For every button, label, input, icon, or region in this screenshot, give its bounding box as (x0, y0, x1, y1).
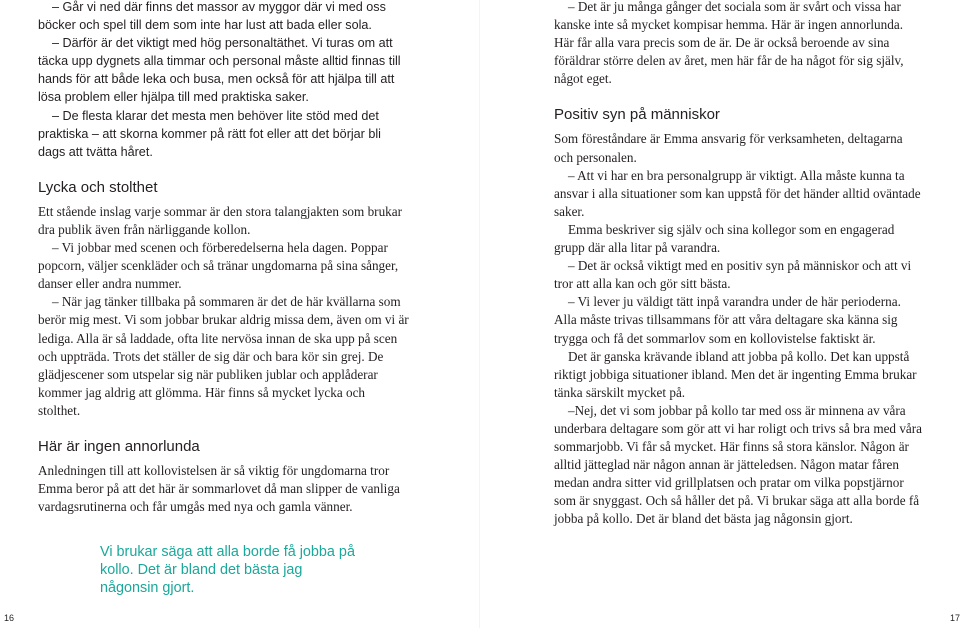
section-heading-lycka: Lycka och stolthet (38, 178, 158, 196)
left-page (0, 0, 479, 628)
body-paragraph: –Nej, det vi som jobbar på kollo tar med oss är minnena av våra underbara deltagare som gör att vi har roligt och trivs så bra med våra sommarjobb. Vi får så mycket. Här finns så stora känslor. Någon är alltid jätteglad när någon annan är jätteledsen. Någon matar fåren medan andra sitter vid grillplatsen och pratar om vilka popstjärnor som är snyggast. Och så håller det på. Vi brukar säga att alla borde få jobba på kollo. Det är bland det bästa jag någonsin gjort. (554, 402, 923, 527)
right-page (480, 0, 959, 628)
intro-paragraph: – Det är ju många gånger det sociala som är svårt och vissa har kanske inte så mycket kompisar hemma. Här är ingen annorlunda. Här får alla vara precis som de är. De är också beroende av sina föräldrar större delen av året, men här får de ha något för sig själv, något eget. (554, 0, 904, 87)
intro-paragraph: – Går vi ned där finns det massor av myggor där vi med oss böcker och spel till dem som inte har lust att bada eller sola. (38, 0, 386, 33)
section-heading-annorlunda: Här är ingen annorlunda (38, 437, 200, 455)
body-paragraph: – Att vi har en bra personalgrupp är viktigt. Alla måste kunna ta ansvar i alla situationer som kan uppstå för det händer alltid oväntade saker. (554, 167, 921, 219)
section-heading-positiv-syn: Positiv syn på människor (554, 106, 720, 124)
pull-quote: Vi brukar säga att alla borde få jobba på kollo. Det är bland det bästa jag någonsin gjort. (100, 544, 355, 596)
right-column (554, 0, 924, 529)
intro-paragraph: – De flesta klarar det mesta men behöver lite stöd med det praktiska – att skorna kommer på rätt fot eller att det börjar bli dags att tvätta håret. (38, 108, 381, 159)
page-number-left: 16 (4, 613, 15, 623)
body-paragraph: Emma beskriver sig själv och sina kollegor som en engagerad grupp där alla litar på varandra. (554, 221, 895, 256)
body-paragraph: Ett stående inslag varje sommar är den stora talangjakten som brukar dra publik även från närliggande kollon. (38, 203, 403, 237)
body-paragraph: Anledningen till att kollovistelsen är så viktig för ungdomarna tror Emma beror på att det här är sommarlovet då man slipper de vanliga vardagsrutinerna och får umgås med nya och gamla vänner. (38, 462, 400, 515)
body-paragraph: – Vi jobbar med scenen och förberedelserna hela dagen. Poppar popcorn, väljer scenkläder och så tränar ungdomarna på sina sånger, danser eller andra nummer. (38, 240, 399, 292)
page-number-right: 17 (950, 613, 960, 623)
body-paragraph: Det är ganska krävande ibland att jobba på kollo. Det kan uppstå riktigt jobbiga situationer ibland. Men det är ingenting Emma brukar tänka särskilt mycket på. (554, 348, 917, 400)
body-paragraph: – Det är också viktigt med en positiv syn på människor och att vi tror att alla kan och gör sitt bästa. (554, 258, 912, 292)
body-paragraph: – Vi lever ju väldigt tätt inpå varandra under de här perioderna. Alla måste trivas tillsammans för att våra deltagare ska känna sig trygga och få det sommarlov som en kollovistelse faktiskt är. (554, 294, 901, 346)
left-column (38, 0, 410, 516)
body-paragraph: – När jag tänker tillbaka på sommaren är det de här kvällarna som berör mig mest. Vi som jobbar brukar aldrig missa dem, även om vi är lediga. Alla är så laddade, ofta lite nervösa innan de ska upp på scen och uppträda. Trots det ställer de sig där och bara kör sin grej. De glädjescener som utspelar sig när publiken jublar och applåderar kommer jag aldrig att glömma. Här finns så mycket lycka och stolthet. (38, 294, 409, 418)
body-paragraph: Som föreståndare är Emma ansvarig för verksamheten, deltagarna och personalen. (554, 131, 903, 165)
intro-paragraph: – Därför är det viktigt med hög personaltäthet. Vi turas om att täcka upp dygnets alla timmar och personal måste alltid finnas till hands för att både leka och busa, men också för att hjälpa till att lösa problem eller hjälpa till med praktiska saker. (38, 36, 401, 105)
